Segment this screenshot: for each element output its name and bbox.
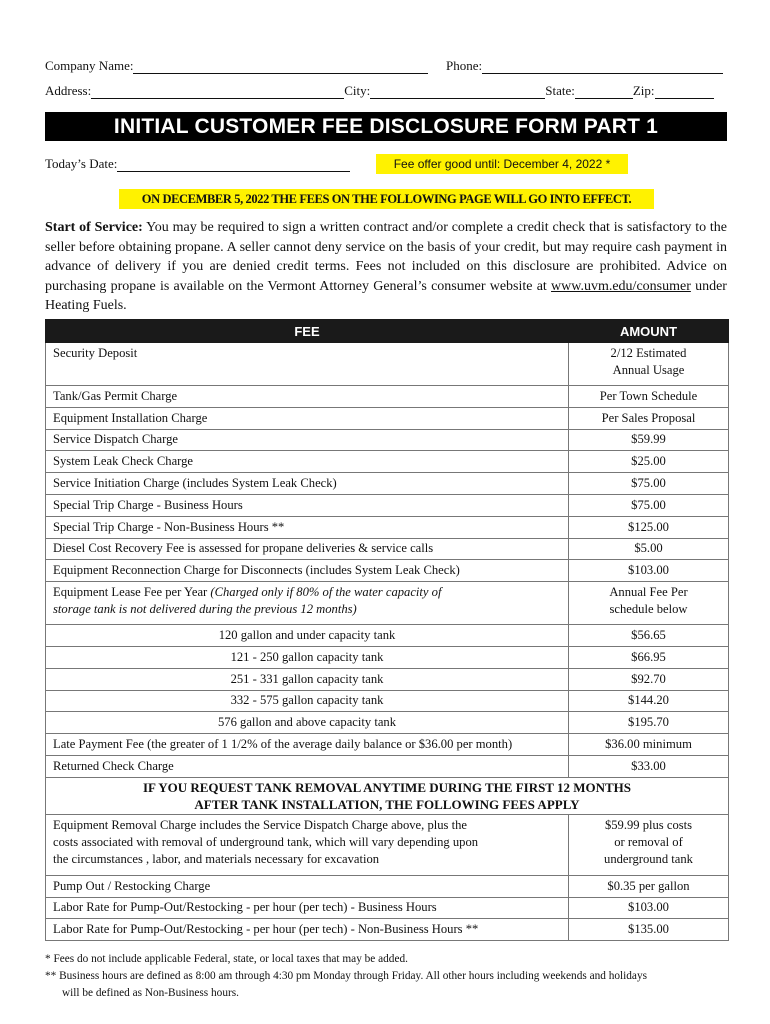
table-row (46, 646, 729, 668)
table-row (46, 494, 729, 516)
amount-cell (569, 343, 729, 386)
table-row (46, 560, 729, 582)
table-row (46, 690, 729, 712)
amount-cell: $36.00 minimum (569, 734, 729, 756)
amount-line: $59.99 plus costs (604, 817, 693, 832)
amount-cell: $103.00 (569, 897, 729, 919)
fee-cell: Special Trip Charge - Non-Business Hours ** (46, 516, 569, 538)
table-row (46, 897, 729, 919)
amount-line: Annual Usage (612, 363, 685, 377)
table-row (46, 407, 729, 429)
table-row (46, 814, 729, 875)
fee-cell: Equipment Installation Charge (46, 407, 569, 429)
table-row (46, 712, 729, 734)
amount-cell: $92.70 (569, 668, 729, 690)
form-title: INITIAL CUSTOMER FEE DISCLOSURE FORM PART 1 (45, 112, 727, 141)
table-row (46, 516, 729, 538)
table-row (46, 582, 729, 625)
table-row (46, 625, 729, 647)
lease-fee-note: (Charged only if 80% of the water capacity of (210, 585, 442, 600)
table-row (46, 451, 729, 473)
amount-cell: $56.65 (569, 625, 729, 647)
fee-line: costs associated with removal of underground tank, which will vary depending upon (53, 834, 479, 849)
fee-column-header: FEE (46, 320, 569, 343)
amount-cell: $144.20 (569, 690, 729, 712)
fee-cell (46, 582, 569, 625)
amount-cell: $66.95 (569, 646, 729, 668)
tank-size-cell: 120 gallon and under capacity tank (46, 625, 569, 647)
start-of-service-suffix: under Heating Fuels. (45, 278, 727, 313)
fee-cell: Service Initiation Charge (includes System Leak Check) (46, 473, 569, 495)
amount-cell: Per Town Schedule (569, 386, 729, 408)
amount-cell (569, 582, 729, 625)
amount-cell: $59.99 (569, 429, 729, 451)
today-date-field[interactable] (117, 159, 350, 172)
fee-cell: Diesel Cost Recovery Fee is assessed for propane deliveries & service calls (46, 538, 569, 560)
footnote-business-hours-cont: will be defined as Non-Business hours. (62, 987, 239, 999)
fee-line: Equipment Removal Charge includes the Service Dispatch Charge above, plus the (53, 817, 467, 832)
amount-line: 2/12 Estimated (610, 346, 687, 360)
amount-line: or removal of (614, 834, 683, 849)
removal-heading (46, 777, 729, 814)
table-row (46, 538, 729, 560)
amount-cell: $103.00 (569, 560, 729, 582)
fee-cell: Labor Rate for Pump-Out/Restocking - per hour (per tech) - Non-Business Hours ** (46, 919, 569, 941)
lease-fee-note: storage tank is not delivered during the previous 12 months) (53, 602, 357, 617)
fee-cell: Pump Out / Restocking Charge (46, 875, 569, 897)
start-of-service-text: You may be required to sign a written contract and/or complete a credit check that is satisfactory to the seller before obtaining propane. A seller cannot deny service on the basis of your credit, but may require cash payment in advance of delivery if you are denied credit terms. Fees not included on this disclosure are prohibited. Advice on purchasing propane is available on the Vermont Attorney General’s consumer website at (45, 220, 728, 294)
amount-line: schedule below (609, 602, 688, 617)
amount-cell: $125.00 (569, 516, 729, 538)
amount-cell: Per Sales Proposal (569, 407, 729, 429)
fee-cell: Tank/Gas Permit Charge (46, 386, 569, 408)
company-label: Company Name: (45, 58, 134, 73)
table-row (46, 473, 729, 495)
fee-table (45, 319, 729, 941)
table-header-row (46, 320, 729, 343)
zip-field[interactable] (655, 86, 714, 99)
city-field[interactable] (370, 86, 545, 99)
fee-cell: Equipment Reconnection Charge for Disconnects (includes System Leak Check) (46, 560, 569, 582)
consumer-website-link[interactable]: www.uvm.edu/consumer (551, 278, 691, 294)
amount-cell: $25.00 (569, 451, 729, 473)
table-row (46, 919, 729, 941)
amount-cell: $195.70 (569, 712, 729, 734)
amount-line: underground tank (604, 851, 693, 866)
phone-label: Phone: (446, 58, 483, 73)
fee-cell: Returned Check Charge (46, 755, 569, 777)
start-of-service-heading: Start of Service: (45, 220, 143, 235)
address-label: Address: (45, 83, 92, 98)
fee-cell: Labor Rate for Pump-Out/Restocking - per hour (per tech) - Business Hours (46, 897, 569, 919)
phone-row (446, 58, 723, 74)
address-row (45, 83, 714, 99)
tank-size-cell: 332 - 575 gallon capacity tank (46, 690, 569, 712)
amount-cell: $75.00 (569, 494, 729, 516)
state-label: State: (545, 83, 575, 98)
table-row (46, 343, 729, 386)
table-row (46, 755, 729, 777)
tank-size-cell: 576 gallon and above capacity tank (46, 712, 569, 734)
state-field[interactable] (575, 86, 633, 99)
amount-column-header: AMOUNT (569, 320, 729, 343)
effect-banner: ON DECEMBER 5, 2022 THE FEES ON THE FOLLOWING PAGE WILL GO INTO EFFECT. (119, 189, 654, 209)
removal-heading-line: IF YOU REQUEST TANK REMOVAL ANYTIME DURING THE FIRST 12 MONTHS (142, 779, 632, 795)
tank-size-cell: 121 - 250 gallon capacity tank (46, 646, 569, 668)
tank-size-cell: 251 - 331 gallon capacity tank (46, 668, 569, 690)
fee-cell: Service Dispatch Charge (46, 429, 569, 451)
fee-cell: Late Payment Fee (the greater of 1 1/2% of the average daily balance or $36.00 per month) (46, 734, 569, 756)
today-label: Today’s Date: (45, 156, 118, 171)
amount-cell: $0.35 per gallon (569, 875, 729, 897)
removal-heading-line: AFTER TANK INSTALLATION, THE FOLLOWING FEES APPLY (194, 796, 580, 812)
table-row (46, 668, 729, 690)
fee-cell (46, 814, 569, 875)
company-row (45, 58, 428, 74)
fee-cell: System Leak Check Charge (46, 451, 569, 473)
table-row (46, 734, 729, 756)
city-label: City: (344, 83, 371, 98)
table-row (46, 386, 729, 408)
fee-cell: Security Deposit (46, 343, 569, 386)
amount-cell (569, 814, 729, 875)
fee-line: the circumstances , labor, and materials necessary for excavation (53, 851, 380, 866)
today-row (45, 156, 350, 172)
zip-label: Zip: (632, 83, 655, 98)
company-field[interactable] (133, 61, 428, 74)
amount-cell: $135.00 (569, 919, 729, 941)
footnote-business-hours: ** Business hours are defined as 8:00 am through 4:30 pm Monday through Friday. All other hours including weekends and holidays (45, 970, 647, 982)
amount-line: Annual Fee Per (609, 585, 688, 600)
footnotes (45, 951, 735, 1002)
fee-offer-notice: Fee offer good until: December 4, 2022 * (376, 154, 628, 174)
start-of-service-paragraph (45, 218, 727, 316)
table-row (46, 875, 729, 897)
amount-cell: $33.00 (569, 755, 729, 777)
table-row (46, 429, 729, 451)
lease-fee-label: Equipment Lease Fee per Year (53, 585, 211, 600)
address-field[interactable] (91, 86, 344, 99)
amount-cell: $75.00 (569, 473, 729, 495)
fee-cell: Special Trip Charge - Business Hours (46, 494, 569, 516)
footnote-taxes: * Fees do not include applicable Federal, state, or local taxes that may be added. (45, 953, 408, 965)
amount-cell: $5.00 (569, 538, 729, 560)
removal-heading-row (46, 777, 729, 814)
phone-field[interactable] (482, 61, 723, 74)
